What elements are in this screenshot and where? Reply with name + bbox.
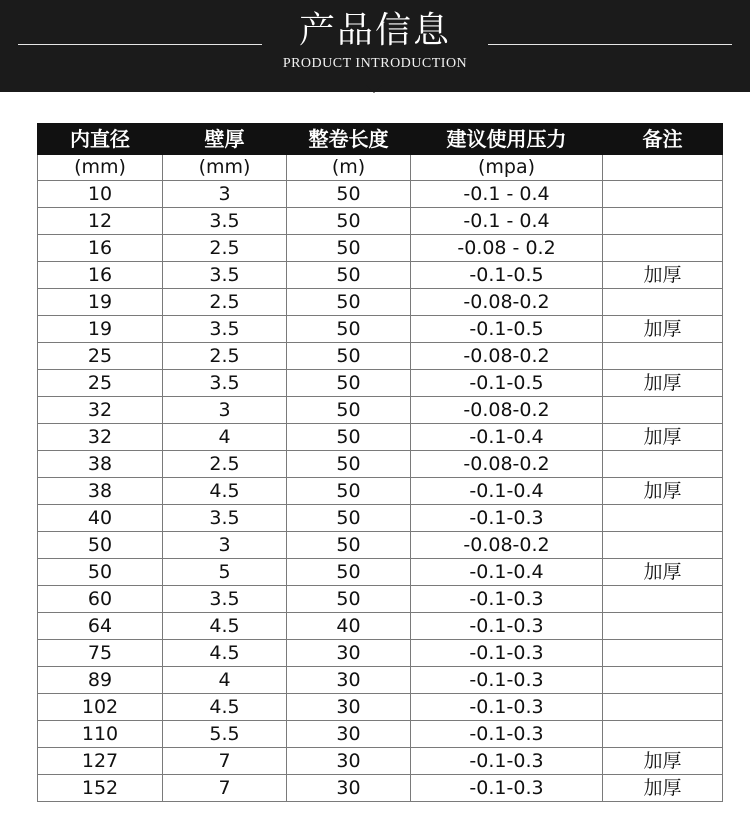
roll-length-cell: 50 <box>287 478 411 505</box>
inner-diameter-cell: 19 <box>38 316 163 343</box>
unit-cell <box>603 155 723 181</box>
table-row <box>38 586 723 613</box>
wall-thickness-cell: 5.5 <box>163 721 287 748</box>
remark-cell <box>603 181 723 208</box>
wall-thickness-cell: 5 <box>163 559 287 586</box>
wall-thickness-cell: 7 <box>163 748 287 775</box>
remark-cell <box>603 343 723 370</box>
remark-cell: 加厚 <box>603 559 723 586</box>
table-row <box>38 343 723 370</box>
wall-thickness-cell: 3.5 <box>163 370 287 397</box>
pressure-cell: -0.08-0.2 <box>411 343 603 370</box>
remark-cell: 加厚 <box>603 775 723 802</box>
wall-thickness-cell: 2.5 <box>163 235 287 262</box>
table-row <box>38 289 723 316</box>
pressure-cell: -0.1-0.4 <box>411 478 603 505</box>
wall-thickness-cell: 4 <box>163 424 287 451</box>
pressure-cell: -0.1-0.5 <box>411 370 603 397</box>
roll-length-cell: 50 <box>287 316 411 343</box>
spec-table <box>37 123 723 802</box>
table-header-row <box>38 124 723 155</box>
remark-cell: 加厚 <box>603 748 723 775</box>
inner-diameter-cell: 50 <box>38 559 163 586</box>
inner-diameter-cell: 64 <box>38 613 163 640</box>
roll-length-cell: 50 <box>287 289 411 316</box>
column-header-inner-diameter: 内直径 <box>38 124 163 155</box>
unit-cell: (mpa) <box>411 155 603 181</box>
table-row <box>38 721 723 748</box>
inner-diameter-cell: 38 <box>38 451 163 478</box>
roll-length-cell: 50 <box>287 451 411 478</box>
inner-diameter-cell: 75 <box>38 640 163 667</box>
remark-cell <box>603 397 723 424</box>
table-row <box>38 640 723 667</box>
column-header-remarks: 备注 <box>603 124 723 155</box>
inner-diameter-cell: 19 <box>38 289 163 316</box>
roll-length-cell: 50 <box>287 208 411 235</box>
roll-length-cell: 30 <box>287 775 411 802</box>
remark-cell <box>603 613 723 640</box>
roll-length-cell: 50 <box>287 424 411 451</box>
table-row <box>38 451 723 478</box>
roll-length-cell: 30 <box>287 640 411 667</box>
unit-cell: (mm) <box>163 155 287 181</box>
inner-diameter-cell: 10 <box>38 181 163 208</box>
inner-diameter-cell: 102 <box>38 694 163 721</box>
table-row <box>38 667 723 694</box>
wall-thickness-cell: 2.5 <box>163 343 287 370</box>
pressure-cell: -0.1-0.5 <box>411 262 603 289</box>
remark-cell <box>603 721 723 748</box>
pressure-cell: -0.1-0.3 <box>411 613 603 640</box>
inner-diameter-cell: 38 <box>38 478 163 505</box>
inner-diameter-cell: 89 <box>38 667 163 694</box>
wall-thickness-cell: 3 <box>163 181 287 208</box>
table-row <box>38 397 723 424</box>
remark-cell <box>603 235 723 262</box>
remark-cell <box>603 208 723 235</box>
wall-thickness-cell: 3 <box>163 397 287 424</box>
wall-thickness-cell: 4.5 <box>163 613 287 640</box>
remark-cell <box>603 586 723 613</box>
roll-length-cell: 30 <box>287 748 411 775</box>
remark-cell: 加厚 <box>603 478 723 505</box>
remark-cell: 加厚 <box>603 424 723 451</box>
pressure-cell: -0.1-0.3 <box>411 640 603 667</box>
remark-cell <box>603 694 723 721</box>
column-header-working-pressure: 建议使用压力 <box>411 124 603 155</box>
table-row <box>38 559 723 586</box>
header-notch <box>366 85 382 93</box>
inner-diameter-cell: 110 <box>38 721 163 748</box>
table-row <box>38 208 723 235</box>
pressure-cell: -0.1-0.3 <box>411 667 603 694</box>
page-subtitle: PRODUCT INTRODUCTION <box>282 56 468 71</box>
roll-length-cell: 50 <box>287 370 411 397</box>
unit-cell: (mm) <box>38 155 163 181</box>
table-row <box>38 235 723 262</box>
table-row <box>38 370 723 397</box>
table-row <box>38 424 723 451</box>
wall-thickness-cell: 2.5 <box>163 451 287 478</box>
table-row <box>38 181 723 208</box>
unit-cell: (m) <box>287 155 411 181</box>
remark-cell: 加厚 <box>603 262 723 289</box>
table-row <box>38 478 723 505</box>
column-header-wall-thickness: 壁厚 <box>163 124 287 155</box>
table-row <box>38 316 723 343</box>
roll-length-cell: 50 <box>287 235 411 262</box>
remark-cell <box>603 667 723 694</box>
table-unit-row <box>38 155 723 181</box>
table-row <box>38 262 723 289</box>
inner-diameter-cell: 32 <box>38 397 163 424</box>
inner-diameter-cell: 40 <box>38 505 163 532</box>
remark-cell <box>603 505 723 532</box>
page-title: 产品信息 <box>298 10 451 51</box>
remark-cell: 加厚 <box>603 370 723 397</box>
pressure-cell: -0.1-0.4 <box>411 424 603 451</box>
wall-thickness-cell: 3.5 <box>163 586 287 613</box>
wall-thickness-cell: 2.5 <box>163 289 287 316</box>
wall-thickness-cell: 3.5 <box>163 208 287 235</box>
pressure-cell: -0.08-0.2 <box>411 289 603 316</box>
roll-length-cell: 50 <box>287 586 411 613</box>
wall-thickness-cell: 4.5 <box>163 640 287 667</box>
table-row <box>38 775 723 802</box>
wall-thickness-cell: 7 <box>163 775 287 802</box>
wall-thickness-cell: 3 <box>163 532 287 559</box>
roll-length-cell: 50 <box>287 532 411 559</box>
wall-thickness-cell: 3.5 <box>163 316 287 343</box>
wall-thickness-cell: 3.5 <box>163 262 287 289</box>
inner-diameter-cell: 12 <box>38 208 163 235</box>
pressure-cell: -0.1-0.3 <box>411 748 603 775</box>
pressure-cell: -0.1-0.3 <box>411 694 603 721</box>
roll-length-cell: 30 <box>287 667 411 694</box>
inner-diameter-cell: 32 <box>38 424 163 451</box>
table-row <box>38 505 723 532</box>
remark-cell: 加厚 <box>603 316 723 343</box>
roll-length-cell: 50 <box>287 343 411 370</box>
roll-length-cell: 50 <box>287 262 411 289</box>
pressure-cell: -0.1-0.5 <box>411 316 603 343</box>
inner-diameter-cell: 25 <box>38 343 163 370</box>
pressure-cell: -0.1 - 0.4 <box>411 208 603 235</box>
roll-length-cell: 50 <box>287 559 411 586</box>
wall-thickness-cell: 4.5 <box>163 694 287 721</box>
roll-length-cell: 30 <box>287 694 411 721</box>
inner-diameter-cell: 50 <box>38 532 163 559</box>
table-body <box>38 181 723 802</box>
wall-thickness-cell: 3.5 <box>163 505 287 532</box>
pressure-cell: -0.08-0.2 <box>411 532 603 559</box>
roll-length-cell: 50 <box>287 181 411 208</box>
roll-length-cell: 50 <box>287 505 411 532</box>
inner-diameter-cell: 60 <box>38 586 163 613</box>
pressure-cell: -0.08 - 0.2 <box>411 235 603 262</box>
inner-diameter-cell: 25 <box>38 370 163 397</box>
remark-cell <box>603 532 723 559</box>
pressure-cell: -0.1-0.3 <box>411 586 603 613</box>
pressure-cell: -0.1-0.4 <box>411 559 603 586</box>
header-banner <box>0 0 750 92</box>
inner-diameter-cell: 152 <box>38 775 163 802</box>
wall-thickness-cell: 4.5 <box>163 478 287 505</box>
pressure-cell: -0.08-0.2 <box>411 397 603 424</box>
remark-cell <box>603 289 723 316</box>
table-row <box>38 748 723 775</box>
roll-length-cell: 50 <box>287 397 411 424</box>
roll-length-cell: 30 <box>287 721 411 748</box>
pressure-cell: -0.1-0.3 <box>411 505 603 532</box>
table-row <box>38 532 723 559</box>
wall-thickness-cell: 4 <box>163 667 287 694</box>
column-header-roll-length: 整卷长度 <box>287 124 411 155</box>
roll-length-cell: 40 <box>287 613 411 640</box>
pressure-cell: -0.1 - 0.4 <box>411 181 603 208</box>
table-row <box>38 694 723 721</box>
inner-diameter-cell: 16 <box>38 235 163 262</box>
remark-cell <box>603 640 723 667</box>
inner-diameter-cell: 16 <box>38 262 163 289</box>
pressure-cell: -0.1-0.3 <box>411 775 603 802</box>
pressure-cell: -0.1-0.3 <box>411 721 603 748</box>
remark-cell <box>603 451 723 478</box>
table-row <box>38 613 723 640</box>
pressure-cell: -0.08-0.2 <box>411 451 603 478</box>
inner-diameter-cell: 127 <box>38 748 163 775</box>
